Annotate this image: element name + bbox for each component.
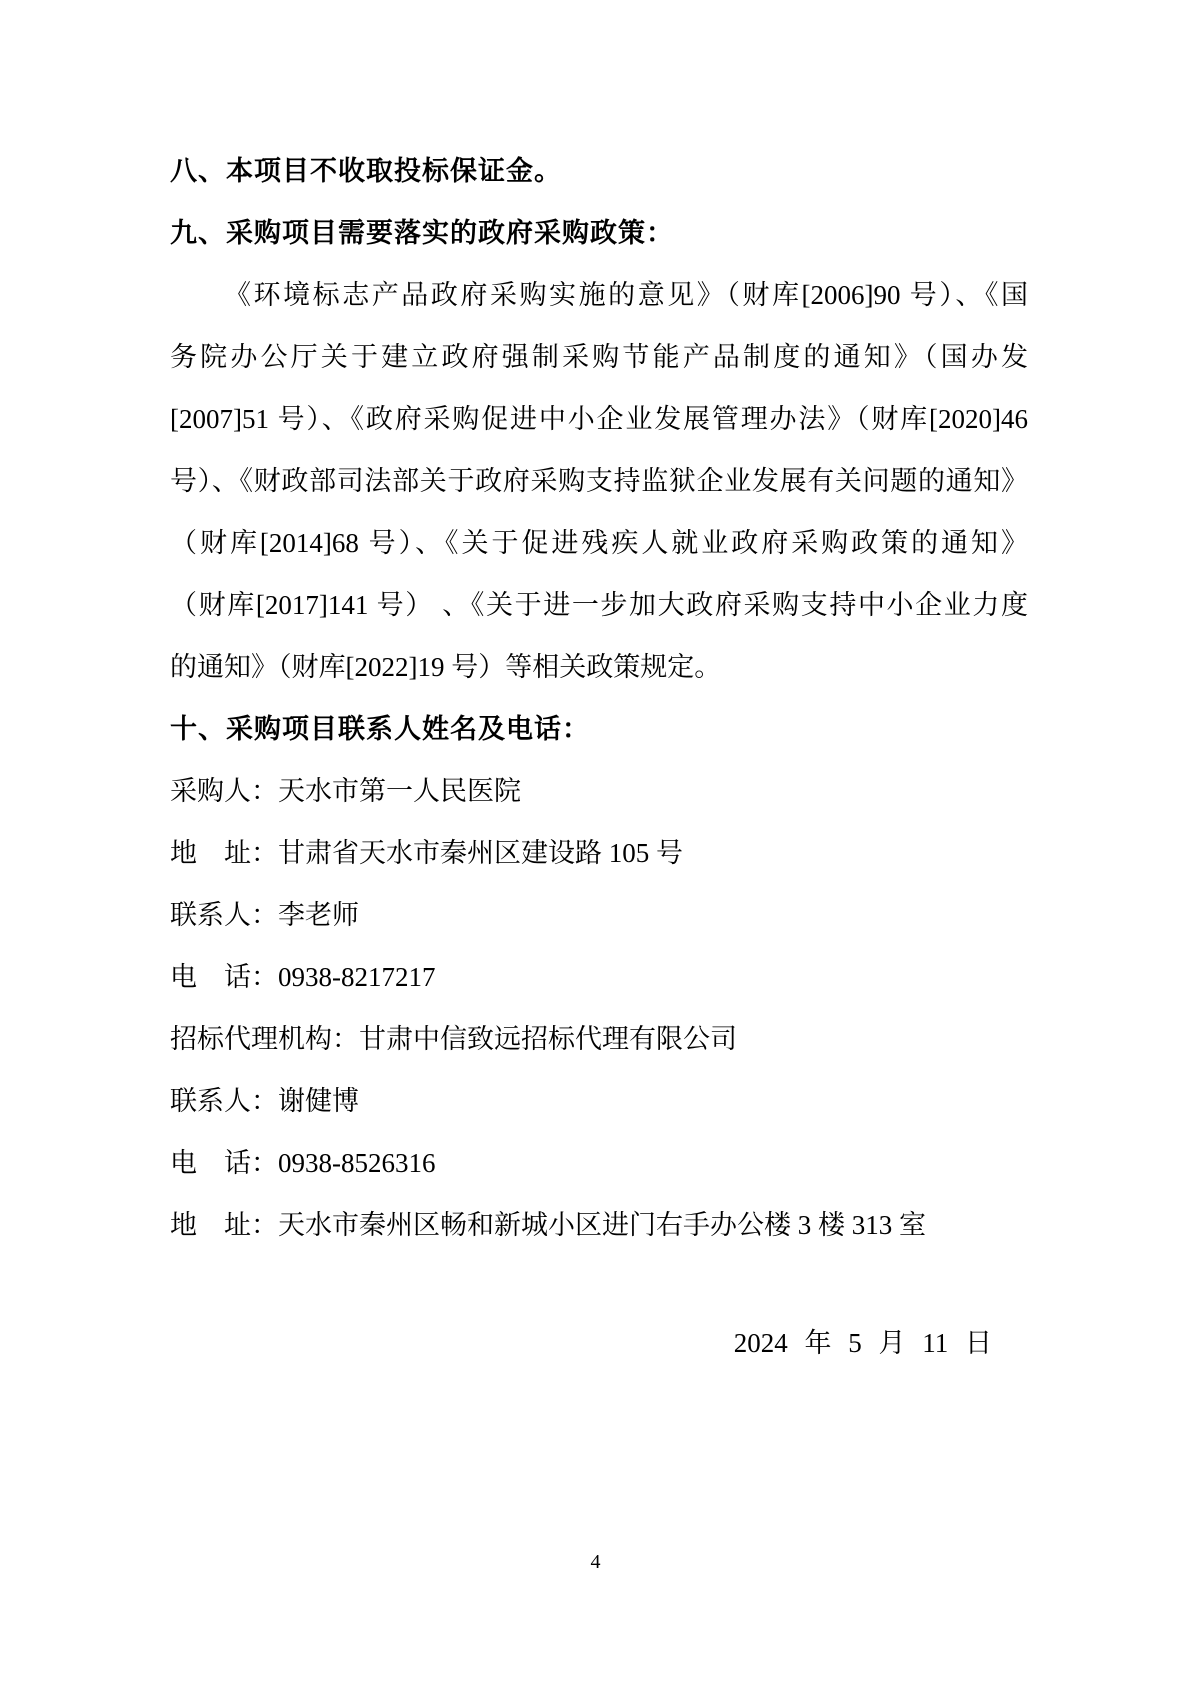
contact-line-purchaser-address: 地 址：甘肃省天水市秦州区建设路 105 号 <box>170 838 683 868</box>
page-number: 4 <box>590 1551 601 1573</box>
policy-paragraph-line: 《环境标志产品政府采购实施的意见》（财库[2006]90 号）、《国 <box>224 280 1028 310</box>
document-body <box>170 140 1028 1374</box>
policy-paragraph-line: 的通知》（财库[2022]19 号）等相关政策规定。 <box>170 652 722 682</box>
section10-heading: 十、采购项目联系人姓名及电话： <box>170 714 590 744</box>
policy-paragraph-line: 号）、《财政部司法部关于政府采购支持监狱企业发展有关问题的通知》 <box>170 466 1028 496</box>
policy-paragraph-line: 务院办公厅关于建立政府强制采购节能产品制度的通知》（国办发 <box>170 342 1028 372</box>
date-line: 2024 年 5 月 11 日 <box>733 1328 992 1358</box>
contact-line-agency-phone: 电 话：0938-8526316 <box>170 1148 436 1178</box>
policy-paragraph-line: （财库[2017]141 号） 、《关于进一步加大政府采购支持中小企业力度 <box>170 590 1028 620</box>
contact-line-purchaser-phone: 电 话：0938-8217217 <box>170 962 436 992</box>
contact-line-agency-contact: 联系人：谢健博 <box>170 1086 359 1116</box>
section9-heading: 九、采购项目需要落实的政府采购政策： <box>170 218 674 248</box>
section8-heading: 八、本项目不收取投标保证金。 <box>170 156 562 186</box>
contact-line-purchaser: 采购人：天水市第一人民医院 <box>170 776 521 806</box>
contact-line-purchaser-contact: 联系人：李老师 <box>170 900 359 930</box>
policy-paragraph-line: （财库[2014]68 号）、《关于促进残疾人就业政府采购政策的通知》 <box>170 528 1028 558</box>
contact-line-agency-address: 地 址：天水市秦州区畅和新城小区进门右手办公楼 3 楼 313 室 <box>170 1210 926 1240</box>
policy-paragraph-line: [2007]51 号）、《政府采购促进中小企业发展管理办法》（财库[2020]46 <box>170 404 1028 434</box>
contact-line-agency: 招标代理机构：甘肃中信致远招标代理有限公司 <box>170 1024 737 1054</box>
